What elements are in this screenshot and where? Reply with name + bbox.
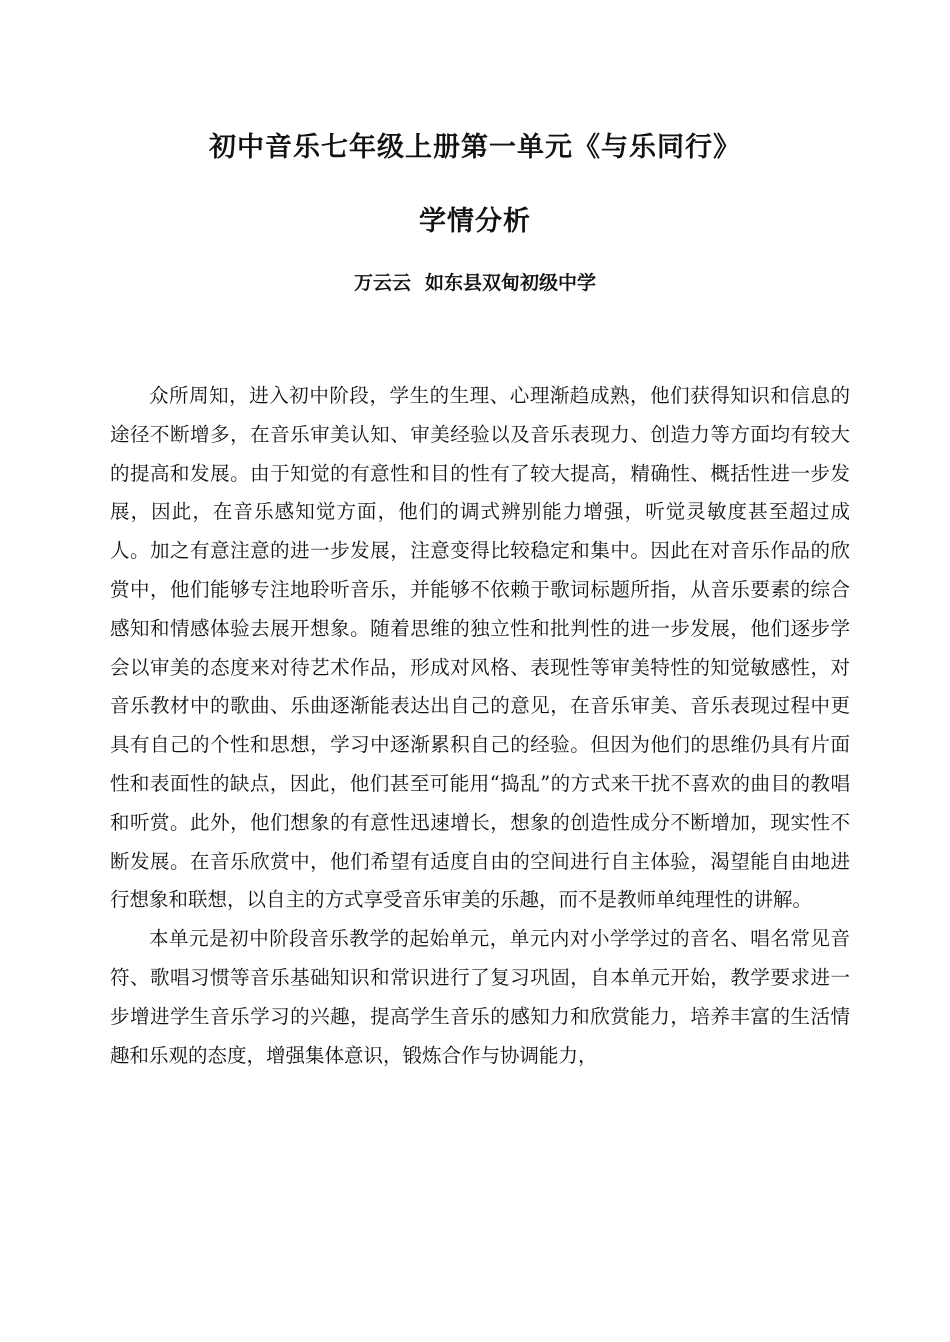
document-title: 初中音乐七年级上册第一单元《与乐同行》 — [209, 132, 741, 163]
paragraph: 本单元是初中阶段音乐教学的起始单元，单元内对小学学过的音名、唱名常见音符、歌唱习惯等音乐基础知识和常识进行了复习巩固，自本单元开始，教学要求进一步增进学生音乐学习的兴趣，提高学生音乐的感知力和欣赏能力，培养丰富的生活情趣和乐观的态度，增强集体意识，锻炼合作与协调能力， — [110, 927, 850, 1067]
paragraph: 众所周知，进入初中阶段，学生的生理、心理渐趋成熟，他们获得知识和信息的途径不断增多，在音乐审美认知、审美经验以及音乐表现力、创造力等方面均有较大的提高和发展。由于知觉的有意性和目的性有了较大提高，精确性、概括性进一步发展，因此，在音乐感知觉方面，他们的调式辨别能力增强，听觉灵敏度甚至超过成人。加之有意注意的进一步发展，注意变得比较稳定和集中。因此在对音乐作品的欣赏中，他们能够专注地聆听音乐，并能够不依赖于歌词标题所指，从音乐要素的综合感知和情感体验去展开想象。随着思维的独立性和批判性的进一步发展，他们逐步学会以审美的态度来对待艺术作品，形成对风格、表现性等审美特性的知觉敏感性，对音乐教材中的歌曲、乐曲逐渐能表达出自己的意见，在音乐审美、音乐表现过程中更具有自己的个性和思想，学习中逐渐累积自己的经验。但因为他们的思维仍具有片面性和表面性的缺点，因此，他们甚至可能用“捣乱”的方式来干扰不喜欢的曲目的教唱和听赏。此外，他们想象的有意性迅速增长，想象的创造性成分不断增加，现实性不断发展。在音乐欣赏中，他们希望有适度自由的空间进行自主体验，渴望能自由地进行想象和联想，以自主的方式享受音乐审美的乐趣，而不是教师单纯理性的讲解。 — [110, 384, 850, 912]
document-body — [110, 377, 850, 1075]
author-name: 万云云 — [353, 272, 411, 294]
document-subtitle: 学情分析 — [419, 206, 531, 237]
author-school: 如东县双甸初级中学 — [425, 272, 597, 294]
author-line — [0, 268, 950, 298]
